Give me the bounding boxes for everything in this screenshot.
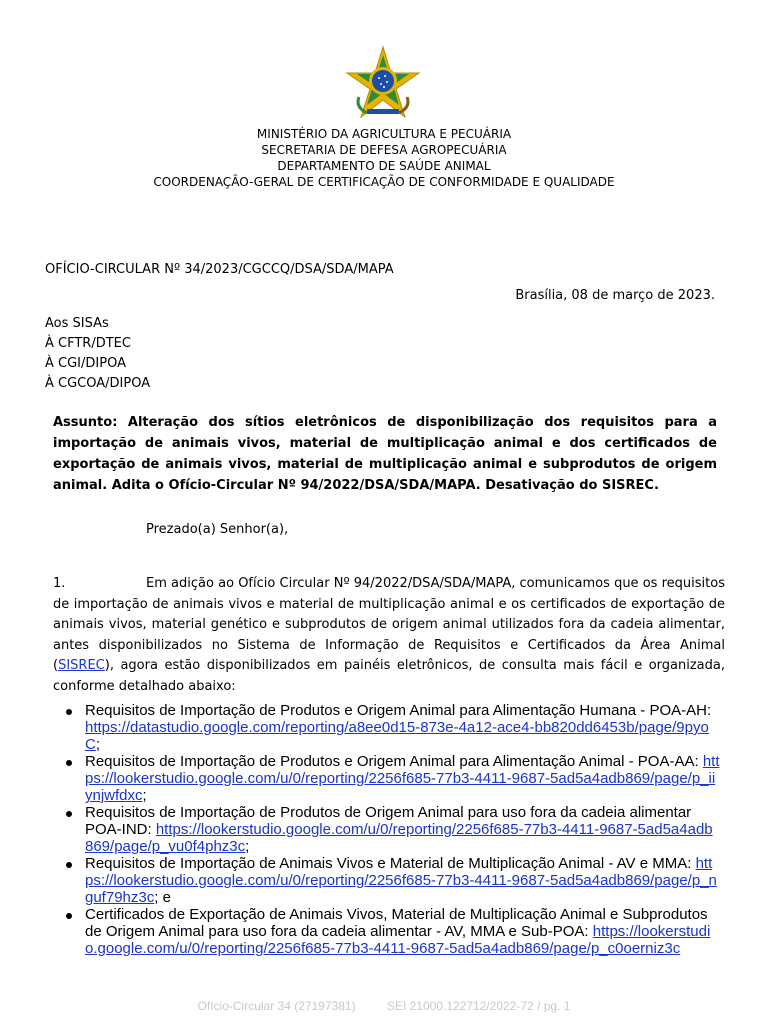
paragraph-text-before: Em adição ao Ofício Circular Nº 94/2022/DSA/SDA/MAPA, comunicamos que os requisitos de importação de animais vivos e material de multiplicação animal e os certificados de exportação de animais vivos, material genético e subprodutos de origem animal utilizados fora da cadeia alimentar, antes disponibilizados no Sistema de Informação de Requisitos e Certificados da Área Animal ( xyxy=(53,576,725,673)
list-item-text: Requisitos de Importação de Produtos e Origem Animal para Alimentação Humana - POA-AH: xyxy=(85,702,712,719)
recipient: À CFTR/DTEC xyxy=(45,336,131,351)
secretariat-name: SECRETARIA DE DEFESA AGROPECUÁRIA xyxy=(261,143,507,157)
list-item-text: Requisitos de Importação de Produtos e Origem Animal para Alimentação Animal - POA-AA: xyxy=(85,753,703,770)
poa-ind-link[interactable]: https://lookerstudio.google.com/u/0/reporting/2256f685-77b3-4411-9687-5ad5a4adb869/page/p_vu0f4phz3c xyxy=(85,821,713,855)
poa-ah-link[interactable]: https://datastudio.google.com/reporting/a8ee0d15-873e-4a12-ace4-bb820dd6453b/page/9pyoC xyxy=(85,719,709,753)
av-mma-link[interactable]: https://lookerstudio.google.com/u/0/reporting/2256f685-77b3-4411-9687-5ad5a4adb869/page/p_nguf79hz3c xyxy=(85,855,717,906)
recipients-list xyxy=(45,314,150,394)
bullet-icon xyxy=(66,709,72,715)
paragraph-1 xyxy=(53,574,725,697)
document-reference: OFÍCIO-CIRCULAR Nº 34/2023/CGCCQ/DSA/SDA/MAPA xyxy=(45,262,394,277)
list-item-text: Requisitos de Importação de Produtos de Origem Animal para uso fora da cadeia alimentar POA-IND: xyxy=(85,804,692,838)
brazil-coat-of-arms-icon xyxy=(345,45,421,121)
page-footer xyxy=(0,999,768,1013)
export-certificates-link[interactable]: https://lookerstudio.google.com/u/0/reporting/2256f685-77b3-4411-9687-5ad5a4adb869/page/p_c0oerniz3c xyxy=(85,923,711,957)
greeting: Prezado(a) Senhor(a), xyxy=(146,522,289,537)
list-item-suffix: ; xyxy=(245,838,250,855)
letterhead xyxy=(0,126,768,190)
paragraph-text-after: ), agora estão disponibilizados em painéis eletrônicos, de consulta mais fácil e organizada, conforme detalhado abaixo: xyxy=(53,658,725,694)
bullet-icon xyxy=(66,811,72,817)
list-item-suffix: ; e xyxy=(154,889,171,906)
ministry-name: MINISTÉRIO DA AGRICULTURA E PECUÁRIA xyxy=(256,127,512,141)
bullet-icon xyxy=(66,913,72,919)
bullet-icon xyxy=(66,760,72,766)
sisrec-link[interactable]: SISREC xyxy=(58,658,105,673)
list-item-suffix: ; xyxy=(142,787,147,804)
document-date: Brasília, 08 de março de 2023. xyxy=(515,288,715,303)
list-item xyxy=(60,906,720,957)
recipient: À CGCOA/DIPOA xyxy=(45,376,151,391)
department-name: DEPARTAMENTO DE SAÚDE ANIMAL xyxy=(277,159,491,173)
dashboard-links-list xyxy=(60,702,720,957)
footer-document-id: Ofício-Circular 34 (27197381) xyxy=(197,999,356,1013)
subject: Assunto: Alteração dos sítios eletrônicos de disponibilização dos requisitos para a importação de animais vivos, material de multiplicação animal e dos certificados de exportação de animais vivos, material de multiplicação animal e subprodutos de origem animal. Adita o Ofício-Circular Nº 94/2022/DSA/SDA/MAPA. Desativação do SISREC. xyxy=(53,415,717,493)
paragraph-number: 1. xyxy=(53,576,66,591)
recipient: Aos SISAs xyxy=(45,316,109,331)
list-item xyxy=(60,753,720,804)
list-item-text: Certificados de Exportação de Animais Vivos, Material de Multiplicação Animal e Subprodutos de Origem Animal para uso fora da cadeia alimentar - AV, MMA e Sub-POA: xyxy=(85,906,708,940)
footer-process-page: SEI 21000.122712/2022-72 / pg. 1 xyxy=(386,999,571,1013)
poa-aa-link[interactable]: https://lookerstudio.google.com/u/0/reporting/2256f685-77b3-4411-9687-5ad5a4adb869/page/p_iiynjwfdxc xyxy=(85,753,720,804)
coordination-name: COORDENAÇÃO-GERAL DE CERTIFICAÇÃO DE CONFORMIDADE E QUALIDADE xyxy=(153,175,615,189)
list-item-suffix: ; xyxy=(95,736,101,753)
list-item xyxy=(60,855,720,906)
list-item xyxy=(60,804,720,855)
recipient: À CGI/DIPOA xyxy=(45,356,126,371)
list-item xyxy=(60,702,720,753)
bullet-icon xyxy=(66,862,72,868)
list-item-text: Requisitos de Importação de Animais Vivos e Material de Multiplicação Animal - AV e MMA: xyxy=(85,855,696,872)
